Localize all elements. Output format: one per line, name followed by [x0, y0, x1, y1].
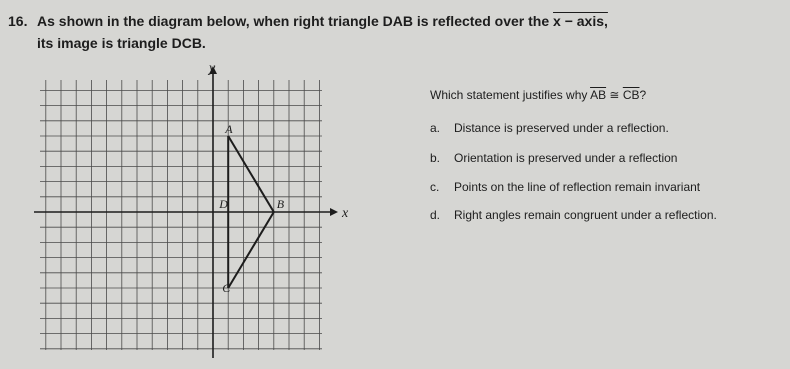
point-label-a: A	[225, 122, 233, 136]
choice-d[interactable]	[430, 208, 717, 222]
choice-letter: b.	[430, 151, 441, 165]
choice-letter: a.	[430, 121, 441, 135]
grid-lines	[40, 80, 322, 350]
point-label-d: D	[219, 197, 228, 211]
segment-cb: $\overline{CB}$	[622, 88, 640, 102]
coordinate-grid	[0, 60, 380, 365]
choice-b[interactable]	[430, 151, 677, 165]
prompt-text	[430, 88, 646, 102]
x-axis-label: x	[342, 206, 349, 221]
question-text-line-1	[37, 13, 608, 29]
choice-a[interactable]	[430, 121, 669, 135]
choice-text: Orientation is preserved under a reflection	[454, 151, 678, 165]
point-label-b: B	[276, 197, 285, 211]
question-text-main: As shown in the diagram below, when right triangle DAB is reflected over the	[37, 13, 554, 29]
choice-c[interactable]	[430, 180, 700, 194]
question-text-line-2: its image is triangle DCB.	[37, 35, 206, 51]
congruent-symbol: ≅	[606, 88, 623, 102]
y-axis-label: y	[209, 61, 216, 76]
choice-letter: d.	[430, 208, 441, 222]
choice-text: Points on the line of reflection remain invariant	[454, 180, 701, 194]
reflection-line-label: x − axis,	[553, 13, 608, 29]
choice-text: Distance is preserved under a reflection.	[454, 121, 669, 135]
axes	[34, 66, 338, 358]
prompt-end: ?	[639, 88, 647, 102]
choice-letter: c.	[430, 180, 440, 194]
point-label-c: C	[222, 281, 231, 295]
segment-cb	[228, 212, 274, 288]
segment-ab: $\overline{AB}$	[590, 88, 607, 102]
question-number: 16.	[8, 13, 28, 29]
choice-text: Right angles remain congruent under a reflection.	[454, 208, 717, 222]
segment-ab	[228, 136, 274, 212]
x-axis-arrow	[330, 208, 338, 216]
prompt-lead: Which statement justifies why	[430, 88, 591, 102]
